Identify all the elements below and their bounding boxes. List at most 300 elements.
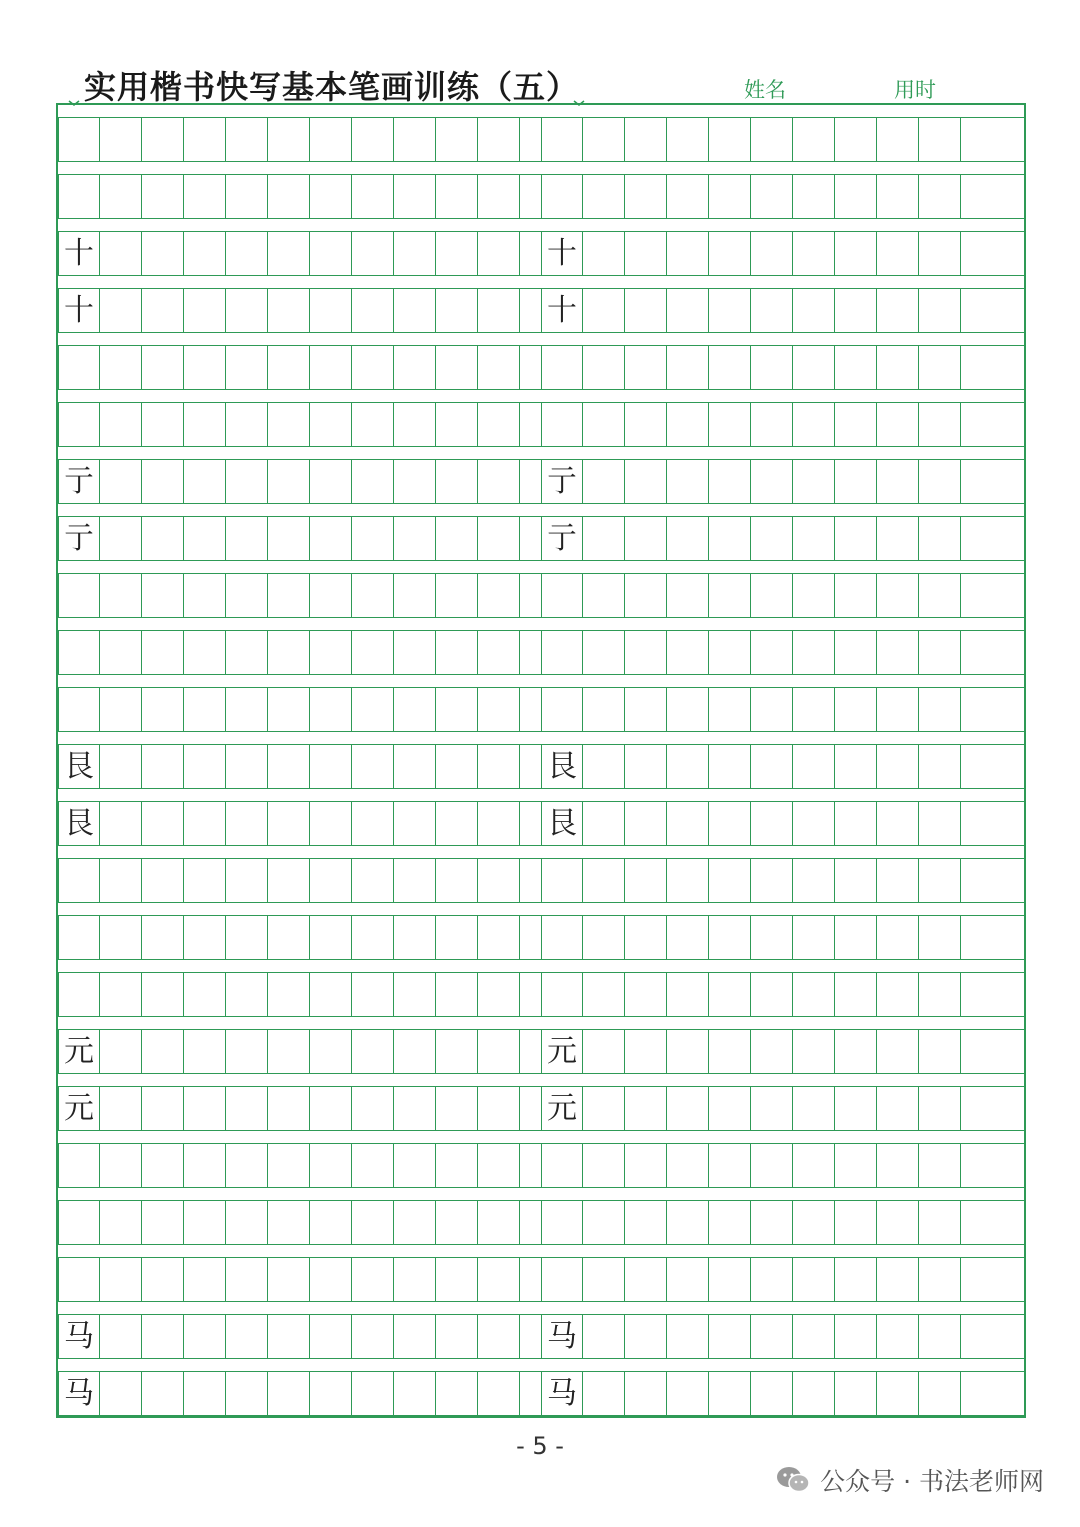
practice-cell[interactable]: [961, 1087, 1003, 1130]
practice-cell[interactable]: [394, 118, 436, 161]
practice-cell[interactable]: [310, 1372, 352, 1415]
practice-cell[interactable]: [709, 1201, 751, 1244]
practice-cell[interactable]: [436, 745, 478, 788]
practice-cell[interactable]: [394, 517, 436, 560]
practice-cell[interactable]: [877, 631, 919, 674]
practice-cell[interactable]: [835, 745, 877, 788]
practice-cell[interactable]: [268, 346, 310, 389]
practice-cell[interactable]: [268, 1030, 310, 1073]
practice-cell[interactable]: [226, 1087, 268, 1130]
practice-cell[interactable]: [709, 859, 751, 902]
practice-cell[interactable]: [793, 1144, 835, 1187]
practice-cell[interactable]: [226, 118, 268, 161]
practice-cell[interactable]: [478, 973, 520, 1016]
practice-cell[interactable]: [268, 1087, 310, 1130]
practice-cell[interactable]: [352, 631, 394, 674]
practice-cell[interactable]: [184, 403, 226, 446]
practice-cell[interactable]: [352, 802, 394, 845]
practice-cell[interactable]: [961, 1372, 1003, 1415]
practice-cell[interactable]: [226, 175, 268, 218]
practice-cell[interactable]: [478, 916, 520, 959]
practice-cell[interactable]: [310, 688, 352, 731]
practice-cell[interactable]: [625, 745, 667, 788]
practice-cell[interactable]: [835, 403, 877, 446]
practice-cell[interactable]: [478, 460, 520, 503]
practice-cell[interactable]: [142, 175, 184, 218]
practice-cell[interactable]: [583, 175, 625, 218]
practice-cell[interactable]: [100, 118, 142, 161]
practice-cell[interactable]: [709, 1030, 751, 1073]
practice-cell[interactable]: [310, 517, 352, 560]
practice-cell[interactable]: [919, 460, 961, 503]
practice-cell[interactable]: [100, 403, 142, 446]
practice-cell[interactable]: [394, 175, 436, 218]
practice-cell[interactable]: [478, 403, 520, 446]
practice-cell[interactable]: [142, 118, 184, 161]
practice-cell[interactable]: [919, 1144, 961, 1187]
practice-cell[interactable]: [310, 631, 352, 674]
practice-cell[interactable]: [961, 631, 1003, 674]
practice-cell[interactable]: [100, 973, 142, 1016]
practice-cell[interactable]: [709, 118, 751, 161]
practice-cell[interactable]: [877, 574, 919, 617]
practice-cell[interactable]: [394, 745, 436, 788]
practice-cell[interactable]: [583, 1201, 625, 1244]
practice-cell[interactable]: [268, 289, 310, 332]
practice-cell[interactable]: [751, 517, 793, 560]
practice-cell[interactable]: [961, 859, 1003, 902]
practice-cell[interactable]: [352, 517, 394, 560]
practice-cell[interactable]: [478, 1201, 520, 1244]
practice-cell[interactable]: [583, 289, 625, 332]
practice-cell[interactable]: [268, 1144, 310, 1187]
practice-cell[interactable]: [919, 118, 961, 161]
practice-cell[interactable]: [835, 118, 877, 161]
practice-cell[interactable]: [709, 1315, 751, 1358]
practice-cell[interactable]: [100, 631, 142, 674]
practice-cell[interactable]: [184, 175, 226, 218]
practice-cell[interactable]: [352, 1030, 394, 1073]
practice-cell[interactable]: [310, 802, 352, 845]
practice-cell[interactable]: [961, 175, 1003, 218]
practice-cell[interactable]: [793, 1258, 835, 1301]
practice-cell[interactable]: [877, 1315, 919, 1358]
practice-cell[interactable]: [310, 232, 352, 275]
practice-cell[interactable]: [268, 118, 310, 161]
practice-cell[interactable]: [478, 802, 520, 845]
practice-cell[interactable]: [835, 1030, 877, 1073]
practice-cell[interactable]: [478, 859, 520, 902]
practice-cell[interactable]: [583, 574, 625, 617]
practice-cell[interactable]: [352, 460, 394, 503]
practice-cell[interactable]: [142, 859, 184, 902]
practice-cell[interactable]: [478, 346, 520, 389]
practice-cell[interactable]: [184, 118, 226, 161]
practice-cell[interactable]: [184, 289, 226, 332]
practice-cell[interactable]: [793, 688, 835, 731]
practice-cell[interactable]: [184, 802, 226, 845]
practice-cell[interactable]: [835, 289, 877, 332]
practice-cell[interactable]: [877, 1144, 919, 1187]
practice-cell[interactable]: [310, 1144, 352, 1187]
practice-cell[interactable]: [142, 1315, 184, 1358]
practice-cell[interactable]: [625, 802, 667, 845]
practice-cell[interactable]: [877, 1030, 919, 1073]
practice-cell[interactable]: [394, 232, 436, 275]
practice-cell[interactable]: [352, 232, 394, 275]
practice-cell[interactable]: [625, 1258, 667, 1301]
practice-cell[interactable]: [835, 460, 877, 503]
practice-cell[interactable]: [226, 517, 268, 560]
practice-cell[interactable]: [100, 574, 142, 617]
practice-cell[interactable]: [436, 688, 478, 731]
practice-cell[interactable]: [751, 745, 793, 788]
practice-cell[interactable]: [877, 745, 919, 788]
practice-cell[interactable]: [352, 403, 394, 446]
practice-cell[interactable]: [583, 688, 625, 731]
practice-cell[interactable]: [394, 1087, 436, 1130]
practice-cell[interactable]: [793, 574, 835, 617]
practice-cell[interactable]: [478, 1315, 520, 1358]
practice-cell[interactable]: [793, 289, 835, 332]
practice-cell[interactable]: [835, 1258, 877, 1301]
practice-cell[interactable]: [436, 460, 478, 503]
practice-cell[interactable]: [625, 859, 667, 902]
practice-cell[interactable]: [919, 973, 961, 1016]
practice-cell[interactable]: [142, 346, 184, 389]
practice-cell[interactable]: [751, 175, 793, 218]
practice-cell[interactable]: [751, 460, 793, 503]
practice-cell[interactable]: [667, 745, 709, 788]
practice-cell[interactable]: [877, 1372, 919, 1415]
practice-cell[interactable]: [961, 403, 1003, 446]
practice-cell[interactable]: [100, 1087, 142, 1130]
practice-cell[interactable]: [919, 1087, 961, 1130]
practice-cell[interactable]: [835, 802, 877, 845]
practice-cell[interactable]: [310, 460, 352, 503]
practice-cell[interactable]: [268, 802, 310, 845]
practice-cell[interactable]: [961, 460, 1003, 503]
practice-cell[interactable]: [919, 517, 961, 560]
practice-cell[interactable]: [226, 1144, 268, 1187]
practice-cell[interactable]: [478, 631, 520, 674]
practice-cell[interactable]: [436, 973, 478, 1016]
practice-cell[interactable]: [310, 916, 352, 959]
practice-cell[interactable]: [877, 403, 919, 446]
practice-cell[interactable]: [310, 1030, 352, 1073]
practice-cell[interactable]: [919, 916, 961, 959]
practice-cell[interactable]: [100, 175, 142, 218]
practice-cell[interactable]: [625, 289, 667, 332]
practice-cell[interactable]: [184, 1030, 226, 1073]
practice-cell[interactable]: [667, 1087, 709, 1130]
practice-cell[interactable]: [793, 973, 835, 1016]
practice-cell[interactable]: [835, 574, 877, 617]
practice-cell[interactable]: [835, 1144, 877, 1187]
practice-cell[interactable]: [835, 1087, 877, 1130]
practice-cell[interactable]: [667, 289, 709, 332]
practice-cell[interactable]: [625, 346, 667, 389]
practice-cell[interactable]: [961, 574, 1003, 617]
practice-cell[interactable]: [184, 574, 226, 617]
practice-cell[interactable]: [352, 118, 394, 161]
practice-cell[interactable]: [436, 1201, 478, 1244]
practice-cell[interactable]: [667, 403, 709, 446]
practice-cell[interactable]: [583, 916, 625, 959]
practice-cell[interactable]: [709, 289, 751, 332]
practice-cell[interactable]: [394, 574, 436, 617]
practice-cell[interactable]: [667, 859, 709, 902]
practice-cell[interactable]: [100, 517, 142, 560]
practice-cell[interactable]: [226, 574, 268, 617]
practice-cell[interactable]: [793, 232, 835, 275]
practice-cell[interactable]: [877, 1087, 919, 1130]
practice-cell[interactable]: [919, 802, 961, 845]
practice-cell[interactable]: [184, 232, 226, 275]
practice-cell[interactable]: [751, 802, 793, 845]
practice-cell[interactable]: [310, 175, 352, 218]
practice-cell[interactable]: [751, 232, 793, 275]
practice-cell[interactable]: [478, 118, 520, 161]
practice-cell[interactable]: [751, 973, 793, 1016]
practice-cell[interactable]: [226, 745, 268, 788]
practice-cell[interactable]: [961, 745, 1003, 788]
practice-cell[interactable]: [478, 232, 520, 275]
practice-cell[interactable]: [184, 1201, 226, 1244]
practice-cell[interactable]: [436, 517, 478, 560]
practice-cell[interactable]: [352, 1144, 394, 1187]
practice-cell[interactable]: [436, 289, 478, 332]
practice-cell[interactable]: [961, 1030, 1003, 1073]
practice-cell[interactable]: [751, 916, 793, 959]
practice-cell[interactable]: [436, 1315, 478, 1358]
practice-cell[interactable]: [751, 289, 793, 332]
practice-cell[interactable]: [667, 802, 709, 845]
practice-cell[interactable]: [877, 289, 919, 332]
practice-cell[interactable]: [310, 118, 352, 161]
practice-cell[interactable]: [268, 175, 310, 218]
practice-cell[interactable]: [142, 745, 184, 788]
practice-cell[interactable]: [268, 973, 310, 1016]
practice-cell[interactable]: [835, 859, 877, 902]
practice-cell[interactable]: [751, 403, 793, 446]
practice-cell[interactable]: [226, 973, 268, 1016]
practice-cell[interactable]: [835, 1201, 877, 1244]
practice-cell[interactable]: [268, 688, 310, 731]
practice-cell[interactable]: [184, 517, 226, 560]
practice-cell[interactable]: [835, 175, 877, 218]
practice-cell[interactable]: [436, 1372, 478, 1415]
practice-cell[interactable]: [793, 916, 835, 959]
practice-cell[interactable]: [226, 859, 268, 902]
practice-cell[interactable]: [100, 916, 142, 959]
practice-cell[interactable]: [835, 346, 877, 389]
practice-cell[interactable]: [919, 574, 961, 617]
practice-cell[interactable]: [961, 517, 1003, 560]
practice-cell[interactable]: [583, 631, 625, 674]
practice-cell[interactable]: [709, 631, 751, 674]
practice-cell[interactable]: [919, 232, 961, 275]
practice-cell[interactable]: [478, 1144, 520, 1187]
practice-cell[interactable]: [142, 517, 184, 560]
practice-cell[interactable]: [919, 1372, 961, 1415]
practice-cell[interactable]: [793, 1315, 835, 1358]
practice-cell[interactable]: [667, 118, 709, 161]
practice-cell[interactable]: [100, 745, 142, 788]
practice-cell[interactable]: [226, 403, 268, 446]
practice-cell[interactable]: [394, 1258, 436, 1301]
practice-cell[interactable]: [478, 517, 520, 560]
practice-cell[interactable]: [100, 1030, 142, 1073]
practice-cell[interactable]: [583, 1144, 625, 1187]
practice-cell[interactable]: [310, 859, 352, 902]
practice-cell[interactable]: [226, 1201, 268, 1244]
practice-cell[interactable]: [625, 688, 667, 731]
practice-cell[interactable]: [184, 1258, 226, 1301]
practice-cell[interactable]: [919, 1030, 961, 1073]
practice-cell[interactable]: [583, 118, 625, 161]
practice-cell[interactable]: [709, 802, 751, 845]
practice-cell[interactable]: [142, 1258, 184, 1301]
practice-cell[interactable]: [268, 1315, 310, 1358]
practice-cell[interactable]: [667, 631, 709, 674]
practice-cell[interactable]: [877, 346, 919, 389]
practice-cell[interactable]: [394, 1030, 436, 1073]
practice-cell[interactable]: [436, 1087, 478, 1130]
practice-cell[interactable]: [100, 346, 142, 389]
practice-cell[interactable]: [835, 973, 877, 1016]
practice-cell[interactable]: [751, 1030, 793, 1073]
practice-cell[interactable]: [268, 1258, 310, 1301]
practice-cell[interactable]: [142, 289, 184, 332]
practice-cell[interactable]: [352, 346, 394, 389]
practice-cell[interactable]: [919, 745, 961, 788]
practice-cell[interactable]: [877, 232, 919, 275]
practice-cell[interactable]: [919, 1258, 961, 1301]
practice-cell[interactable]: [352, 1372, 394, 1415]
practice-cell[interactable]: [394, 460, 436, 503]
practice-cell[interactable]: [961, 802, 1003, 845]
practice-cell[interactable]: [625, 403, 667, 446]
practice-cell[interactable]: [877, 1258, 919, 1301]
practice-cell[interactable]: [751, 1201, 793, 1244]
practice-cell[interactable]: [961, 916, 1003, 959]
practice-cell[interactable]: [100, 688, 142, 731]
practice-cell[interactable]: [478, 1030, 520, 1073]
practice-cell[interactable]: [709, 1144, 751, 1187]
practice-cell[interactable]: [310, 574, 352, 617]
practice-cell[interactable]: [709, 232, 751, 275]
practice-cell[interactable]: [268, 460, 310, 503]
practice-cell[interactable]: [478, 574, 520, 617]
practice-cell[interactable]: [100, 289, 142, 332]
practice-cell[interactable]: [751, 574, 793, 617]
practice-cell[interactable]: [478, 745, 520, 788]
practice-cell[interactable]: [709, 1258, 751, 1301]
practice-cell[interactable]: [583, 460, 625, 503]
practice-cell[interactable]: [478, 289, 520, 332]
practice-cell[interactable]: [394, 859, 436, 902]
practice-cell[interactable]: [877, 460, 919, 503]
practice-cell[interactable]: [226, 460, 268, 503]
practice-cell[interactable]: [394, 289, 436, 332]
practice-cell[interactable]: [268, 574, 310, 617]
practice-cell[interactable]: [961, 118, 1003, 161]
practice-cell[interactable]: [709, 460, 751, 503]
practice-cell[interactable]: [835, 1372, 877, 1415]
practice-cell[interactable]: [142, 403, 184, 446]
practice-cell[interactable]: [268, 232, 310, 275]
practice-cell[interactable]: [100, 859, 142, 902]
practice-cell[interactable]: [751, 1144, 793, 1187]
practice-cell[interactable]: [625, 175, 667, 218]
practice-cell[interactable]: [793, 346, 835, 389]
practice-cell[interactable]: [436, 403, 478, 446]
practice-cell[interactable]: [268, 403, 310, 446]
practice-cell[interactable]: [100, 1258, 142, 1301]
practice-cell[interactable]: [436, 175, 478, 218]
practice-cell[interactable]: [583, 802, 625, 845]
practice-cell[interactable]: [961, 289, 1003, 332]
practice-cell[interactable]: [751, 631, 793, 674]
practice-cell[interactable]: [100, 460, 142, 503]
practice-cell[interactable]: [709, 688, 751, 731]
practice-cell[interactable]: [436, 1030, 478, 1073]
practice-cell[interactable]: [625, 1087, 667, 1130]
practice-cell[interactable]: [709, 403, 751, 446]
practice-cell[interactable]: [667, 232, 709, 275]
practice-cell[interactable]: [751, 1258, 793, 1301]
practice-cell[interactable]: [184, 688, 226, 731]
practice-cell[interactable]: [142, 1144, 184, 1187]
practice-cell[interactable]: [835, 1315, 877, 1358]
practice-cell[interactable]: [226, 232, 268, 275]
practice-cell[interactable]: [625, 631, 667, 674]
practice-cell[interactable]: [352, 1087, 394, 1130]
practice-cell[interactable]: [877, 688, 919, 731]
practice-cell[interactable]: [310, 1087, 352, 1130]
practice-cell[interactable]: [919, 631, 961, 674]
practice-cell[interactable]: [226, 802, 268, 845]
practice-cell[interactable]: [835, 688, 877, 731]
practice-cell[interactable]: [310, 289, 352, 332]
practice-cell[interactable]: [793, 802, 835, 845]
practice-cell[interactable]: [310, 1258, 352, 1301]
practice-cell[interactable]: [100, 1372, 142, 1415]
practice-cell[interactable]: [667, 460, 709, 503]
practice-cell[interactable]: [436, 1258, 478, 1301]
practice-cell[interactable]: [184, 1372, 226, 1415]
practice-cell[interactable]: [142, 802, 184, 845]
practice-cell[interactable]: [961, 232, 1003, 275]
practice-cell[interactable]: [310, 1315, 352, 1358]
practice-cell[interactable]: [751, 346, 793, 389]
practice-cell[interactable]: [310, 403, 352, 446]
practice-cell[interactable]: [268, 1201, 310, 1244]
practice-cell[interactable]: [793, 1201, 835, 1244]
practice-cell[interactable]: [268, 745, 310, 788]
practice-cell[interactable]: [184, 973, 226, 1016]
practice-cell[interactable]: [394, 802, 436, 845]
practice-cell[interactable]: [436, 232, 478, 275]
practice-cell[interactable]: [667, 346, 709, 389]
practice-cell[interactable]: [919, 859, 961, 902]
practice-cell[interactable]: [877, 1201, 919, 1244]
practice-cell[interactable]: [226, 916, 268, 959]
practice-cell[interactable]: [961, 346, 1003, 389]
practice-cell[interactable]: [709, 916, 751, 959]
practice-cell[interactable]: [436, 574, 478, 617]
